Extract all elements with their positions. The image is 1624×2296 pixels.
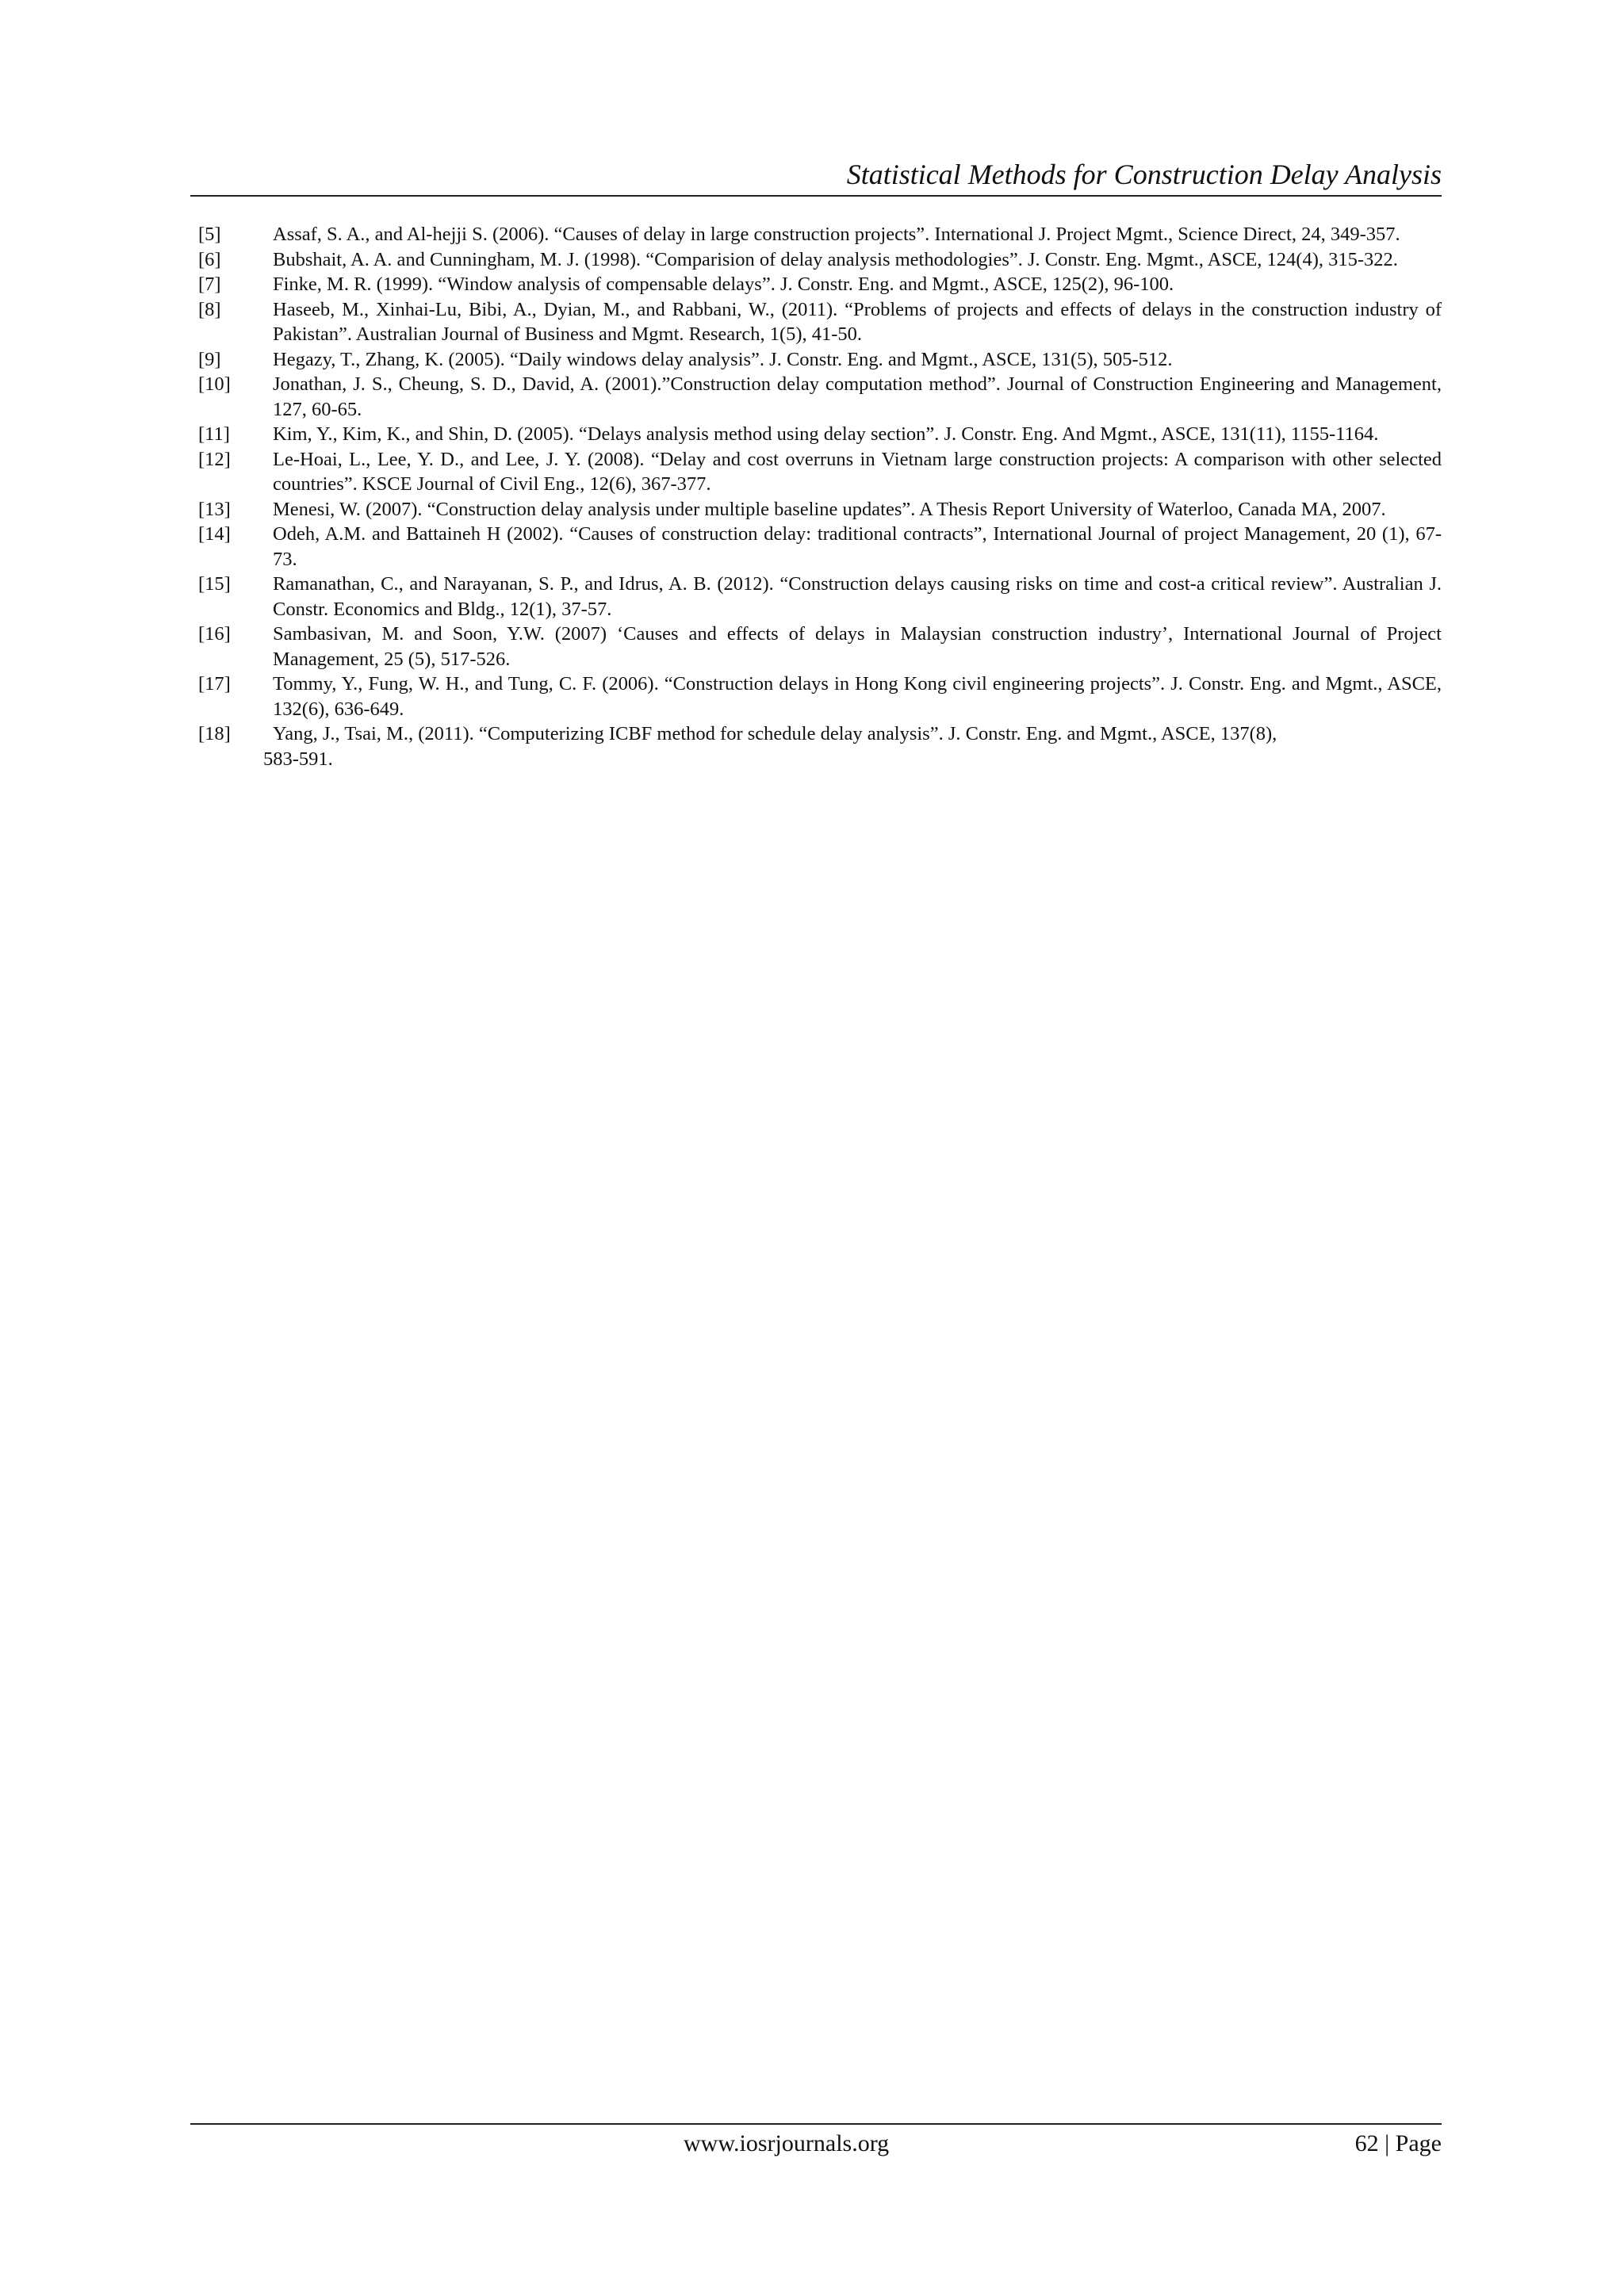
reference-number: [18] [198, 723, 231, 744]
reference-item [198, 272, 1442, 297]
page-number: 62 | Page [1354, 2130, 1442, 2156]
reference-item [198, 497, 1442, 522]
footer-url: www.iosrjournals.org [684, 2130, 890, 2156]
reference-text: Tommy, Y., Fung, W. H., and Tung, C. F. (2006). “Construction delays in Hong Kong civil engineering projects”. J. Constr. Eng. and Mgmt., ASCE, 132(6), 636-649. [273, 673, 1442, 720]
reference-number: [12] [198, 448, 231, 470]
reference-text: Hegazy, T., Zhang, K. (2005). “Daily windows delay analysis”. J. Constr. Eng. and Mgmt., ASCE, 131(5), 505-512. [273, 348, 1173, 370]
reference-number: [8] [198, 298, 221, 320]
reference-text-continuation: 583-591. [263, 748, 333, 770]
reference-text: Sambasivan, M. and Soon, Y.W. (2007) ‘Causes and effects of delays in Malaysian construction industry’, International Journal of Project Management, 25 (5), 517-526. [273, 623, 1442, 670]
reference-text: Menesi, W. (2007). “Construction delay analysis under multiple baseline updates”. A Thesis Report University of Waterloo, Canada MA, 2007. [273, 498, 1386, 520]
reference-text: Finke, M. R. (1999). “Window analysis of compensable delays”. J. Constr. Eng. and Mgmt., ASCE, 125(2), 96-100. [273, 274, 1174, 295]
reference-item [198, 622, 1442, 672]
reference-number: [16] [198, 623, 231, 645]
running-header [190, 152, 1442, 197]
reference-item [198, 672, 1442, 721]
reference-number: [6] [198, 248, 221, 270]
reference-item [198, 347, 1442, 373]
reference-item [198, 247, 1442, 273]
reference-number: [5] [198, 224, 221, 245]
reference-number: [17] [198, 673, 231, 695]
reference-list [198, 222, 1442, 771]
reference-number: [13] [198, 498, 231, 520]
reference-item [198, 297, 1442, 347]
reference-item [198, 522, 1442, 572]
reference-number: [10] [198, 373, 231, 395]
reference-text: Assaf, S. A., and Al-hejji S. (2006). “Causes of delay in large construction projects”. International J. Project Mgmt., Science Direct, 24, 349-357. [273, 224, 1400, 245]
reference-item [198, 572, 1442, 622]
reference-number: [9] [198, 348, 221, 370]
footer-rule [190, 2123, 1442, 2125]
reference-text-line: Yang, J., Tsai, M., (2011). “Computerizing ICBF method for schedule delay analysis”. J. Constr. Eng. and Mgmt., ASCE, 137(8), [273, 723, 1277, 744]
reference-number: [14] [198, 523, 231, 545]
reference-item [198, 447, 1442, 497]
reference-item [198, 372, 1442, 422]
reference-item [198, 422, 1442, 447]
reference-text: Jonathan, J. S., Cheung, S. D., David, A. (2001).”Construction delay computation method”. Journal of Construction Engineering and Management, 127, 60-65. [273, 373, 1442, 420]
reference-item [198, 222, 1442, 247]
reference-text: Bubshait, A. A. and Cunningham, M. J. (1998). “Comparision of delay analysis methodologies”. J. Constr. Eng. Mgmt., ASCE, 124(4), 315-322. [273, 248, 1398, 270]
reference-number: [15] [198, 573, 231, 595]
reference-text: Le-Hoai, L., Lee, Y. D., and Lee, J. Y. (2008). “Delay and cost overruns in Vietnam large construction projects: A comparison with other selected countries”. KSCE Journal of Civil Eng., 12(6), 367-377. [273, 448, 1442, 495]
reference-text: Kim, Y., Kim, K., and Shin, D. (2005). “Delays analysis method using delay section”. J. Constr. Eng. And Mgmt., ASCE, 131(11), 1155-1164. [273, 423, 1379, 445]
reference-item [198, 721, 1442, 771]
reference-number: [11] [198, 423, 230, 445]
running-title: Statistical Methods for Construction Delay Analysis [846, 159, 1442, 190]
reference-text [263, 721, 1442, 771]
reference-text: Haseeb, M., Xinhai-Lu, Bibi, A., Dyian, M., and Rabbani, W., (2011). “Problems of projects and effects of delays in the construction industry of Pakistan”. Australian Journal of Business and Mgmt. Research, 1(5), 41-50. [273, 298, 1442, 345]
reference-text: Ramanathan, C., and Narayanan, S. P., and Idrus, A. B. (2012). “Construction delays causing risks on time and cost-a critical review”. Australian J. Constr. Economics and Bldg., 12(1), 37-57. [273, 573, 1442, 620]
reference-text: Odeh, A.M. and Battaineh H (2002). “Causes of construction delay: traditional contracts”, International Journal of project Management, 20 (1), 67-73. [273, 523, 1442, 570]
reference-number: [7] [198, 274, 221, 295]
